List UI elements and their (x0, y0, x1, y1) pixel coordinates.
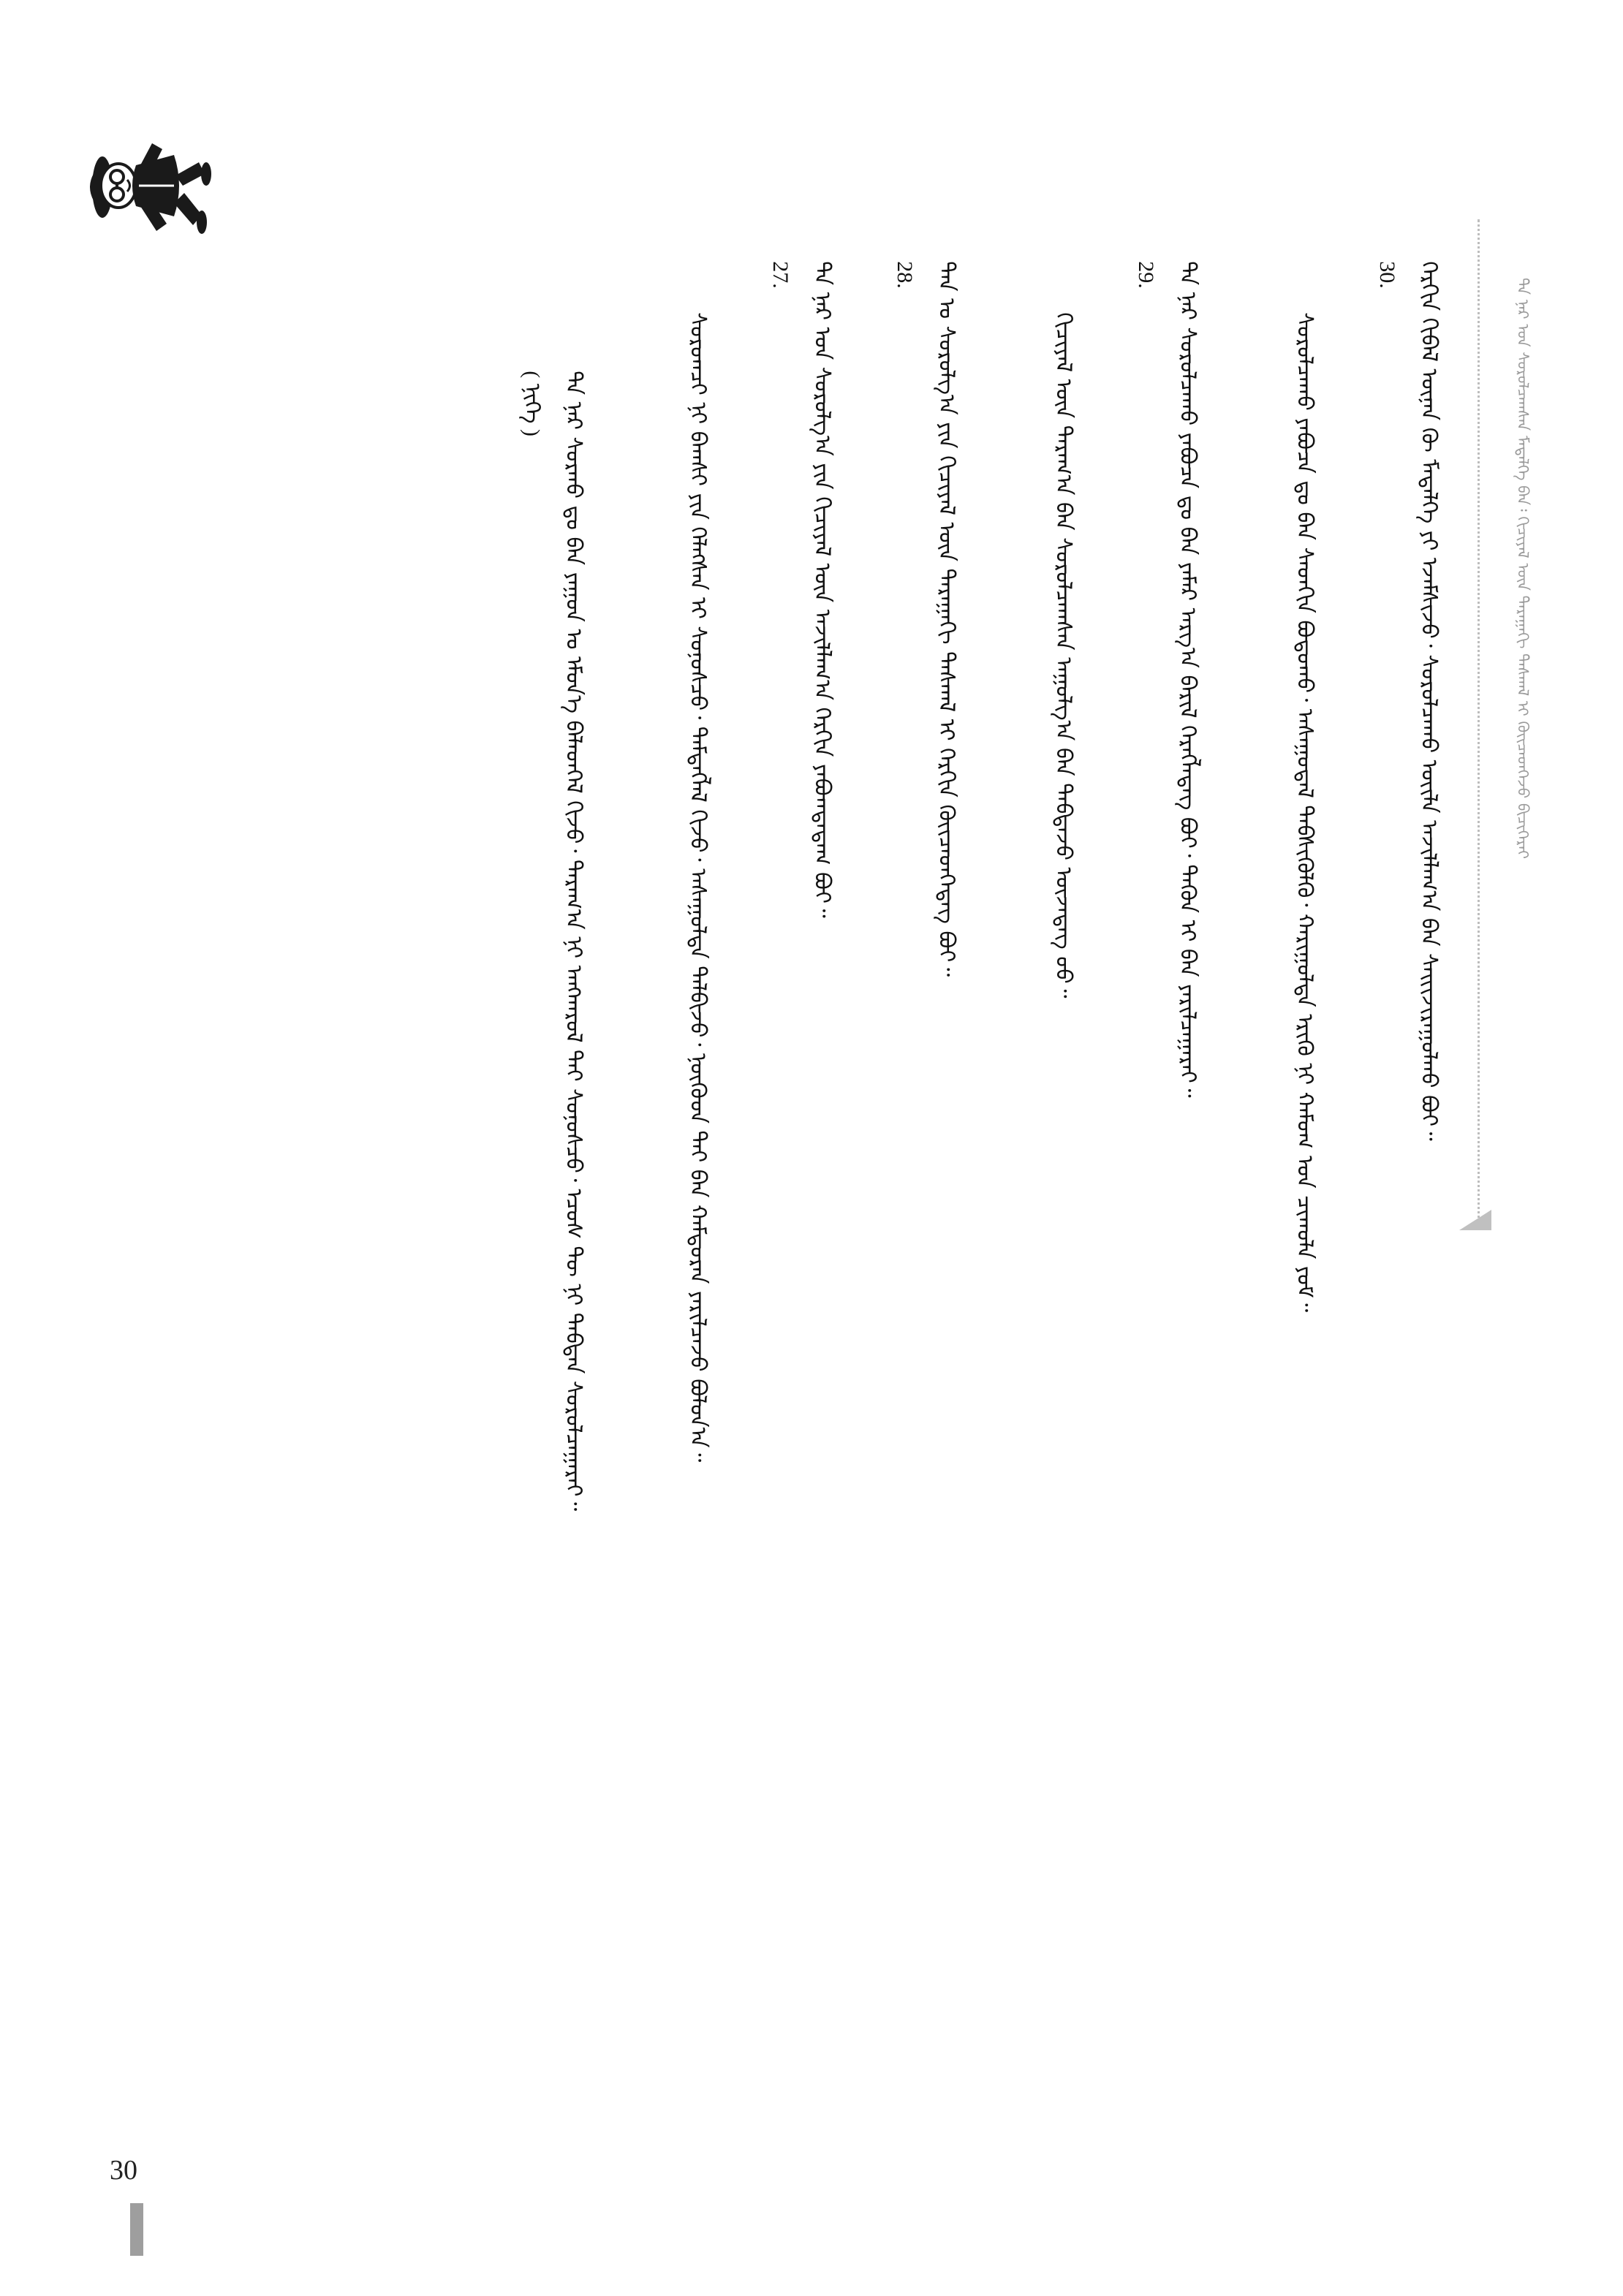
question-item (1242, 270, 1367, 1312)
question-text: ᠲᠠᠨ ᠤ ᠰᠤᠷᠤᠯᠭ᠎ᠠ ᠶᠢᠨ ᠬᠢᠴᠢᠶᠡᠯ ᠦᠨ ᠳᠠᠷᠠᠭᠠᠬᠢ ᠳᠠᠰᠬᠠᠯ ᠢ ᠬᠡᠷᠬᠢᠨ ᠭᠦᠢᠴᠡᠳᠬᠡᠳᠡᠭ ᠪᠤᠢ᠃ (934, 261, 959, 977)
mascot-illustration (73, 110, 212, 263)
cartoon-detective-icon (73, 110, 212, 263)
question-number: 29. (1134, 261, 1158, 289)
side-note: ᠲᠠ ᠨᠠᠷ ᠤᠨ ᠰᠤᠷᠤᠯᠴᠠᠭᠰᠠᠨ ᠮᠡᠳᠡᠯᠭᠡ ᠪᠡᠨ᠄ ᠬᠢᠴᠢᠶᠡᠯ ᠦᠨ ᠳᠠᠷᠠᠭᠠᠬᠢ ᠳᠠᠰᠬᠠᠯ ᠢ ᠭᠦᠢᠴᠡᠳᠬᠡᠵᠦ ᠪᠢᠴᠢᠭᠡᠷᠡᠢ (1514, 278, 1532, 859)
page-number-bar (130, 2203, 143, 2256)
question-text: ᠲᠠ ᠨᠠᠷ ᠤᠨ ᠰᠤᠷᠤᠯᠭ᠎ᠠ ᠶᠢᠨ ᠬᠢᠴᠢᠶᠡᠯ ᠦᠨ ᠠᠵᠢᠯᠯᠠᠭ᠎ᠠ ᠬᠡᠷᠬᠢᠨ ᠶᠠᠪᠤᠭᠳᠠᠳᠠᠭ ᠪᠤᠢ᠃ (809, 261, 835, 918)
question-text: ᠲᠠ ᠨᠠᠷ ᠰᠤᠷᠬᠤ ᠳᠤ ᠪᠠᠨ ᠶᠠᠭᠤᠨ ᠤ ᠡᠮᠦᠨ᠎ᠡ ᠪᠡᠯᠡᠳᠬᠡᠯ ᠬᠢᠵᠦ᠂ ᠳᠠᠷᠠᠭ᠎ᠠ ᠨᠢ ᠠᠩᠬᠠᠷᠤᠯ ᠲᠠᠢ ᠰᠤᠨᠤᠰᠴᠤ᠂ ᠡᠴᠦᠰ ᠲᠦ ᠨᠢ ᠳᠠᠪᠲᠠᠨ ᠰᠤᠷᠤᠯᠴᠠᠭᠠᠷᠠᠢ᠃ (561, 371, 586, 1512)
question-number: 30. (1375, 261, 1399, 289)
question-text: ᠰᠤᠷᠤᠭᠴᠢ ᠨᠢ ᠪᠠᠭᠰᠢ ᠶᠢᠨ ᠬᠡᠯᠡᠭᠰᠡᠨ ᠢ ᠰᠤᠨᠤᠰᠴᠤ᠂ ᠲᠡᠮᠳᠡᠭᠯᠡᠯ ᠬᠢᠵᠦ᠂ ᠠᠰᠠᠭᠤᠯᠲᠠ ᠲᠠᠯᠪᠢᠵᠤ᠂ ᠨᠥᠬᠥᠳ ᠲᠡᠢ ᠪᠡᠨ ᠬᠠᠮᠲᠤᠷᠠᠨ ᠶᠠᠷᠢᠯᠴᠠᠵᠤ ᠪᠤᠯᠤᠨ᠎ᠠ᠃ (685, 312, 711, 1463)
question-text: ᠬᠢᠴᠢᠶᠡᠯ ᠦᠨ ᠳᠠᠷᠠᠭ᠎ᠠ ᠪᠠᠨ ᠰᠤᠷᠤᠯᠴᠠᠭᠰᠠᠨ ᠠᠭᠤᠯᠭ᠎ᠠ ᠪᠠᠨ ᠳᠠᠪᠲᠠᠵᠤ ᠦᠵᠡᠳᠡᠭ ᠦᠦ᠃ (1051, 312, 1076, 999)
question-item (635, 270, 760, 1462)
question-number: ( ᠨᠢᠭᠡ ) (520, 371, 544, 436)
question-item (469, 329, 636, 1511)
question-number: 27. (768, 261, 792, 289)
question-item (1001, 270, 1126, 999)
body-text-block (249, 219, 1491, 2010)
question-text: ᠰᠤᠷᠤᠯᠴᠠᠬᠤ ᠶᠠᠪᠤᠴᠠ ᠳᠤ ᠪᠠᠨ ᠰᠡᠳᠬᠢᠨ ᠪᠤᠳᠤᠬᠤ᠂ ᠠᠰᠠᠭᠤᠳᠠᠯ ᠳᠡᠪᠰᠢᠭᠦᠯᠬᠦ᠂ ᠬᠠᠷᠢᠭᠤᠯᠲᠠ ᠡᠷᠢᠬᠦ ᠨᠢ ᠬᠠᠮᠤᠭ ᠤᠨ ᠴᠢᠬᠤᠯᠠ ᠶᠤᠮ᠃ (1292, 312, 1317, 1313)
question-text: ᠲᠠ ᠨᠠᠷ ᠰᠤᠷᠤᠯᠴᠠᠬᠤ ᠶᠠᠪᠤᠴᠠ ᠳᠤ ᠪᠠᠨ ᠶᠠᠮᠠᠷ ᠠᠷᠭ᠎ᠠ ᠪᠠᠷᠢᠯ ᠬᠡᠷᠡᠭᠯᠡᠳᠡᠭ ᠪᠤᠢ᠂ ᠲᠡᠭᠦᠨ ᠢ ᠪᠡᠨ ᠶᠠᠷᠢᠯᠴᠠᠭᠠᠷᠠᠢ᠃ (1175, 261, 1200, 1098)
question-text: ᠬᠡᠷᠬᠢᠨ ᠬᠢᠪᠡᠯ ᠦᠨᠡᠨ ᠬᠦ ᠮᠡᠳᠡᠯᠭᠡ ᠶᠢ ᠡᠵᠡᠮᠰᠢᠵᠦ᠂ ᠰᠤᠷᠤᠯᠴᠠᠬᠤ ᠦᠢᠯᠡ ᠠᠵᠢᠯᠯᠠᠭ᠎ᠠ ᠪᠠᠨ ᠰᠠᠢᠢᠵᠢᠷᠠᠭᠤᠯᠬᠤ ᠪᠤᠢ᠃ (1416, 261, 1442, 1141)
page-number: 30 (110, 2155, 137, 2186)
question-number: 28. (893, 261, 917, 289)
